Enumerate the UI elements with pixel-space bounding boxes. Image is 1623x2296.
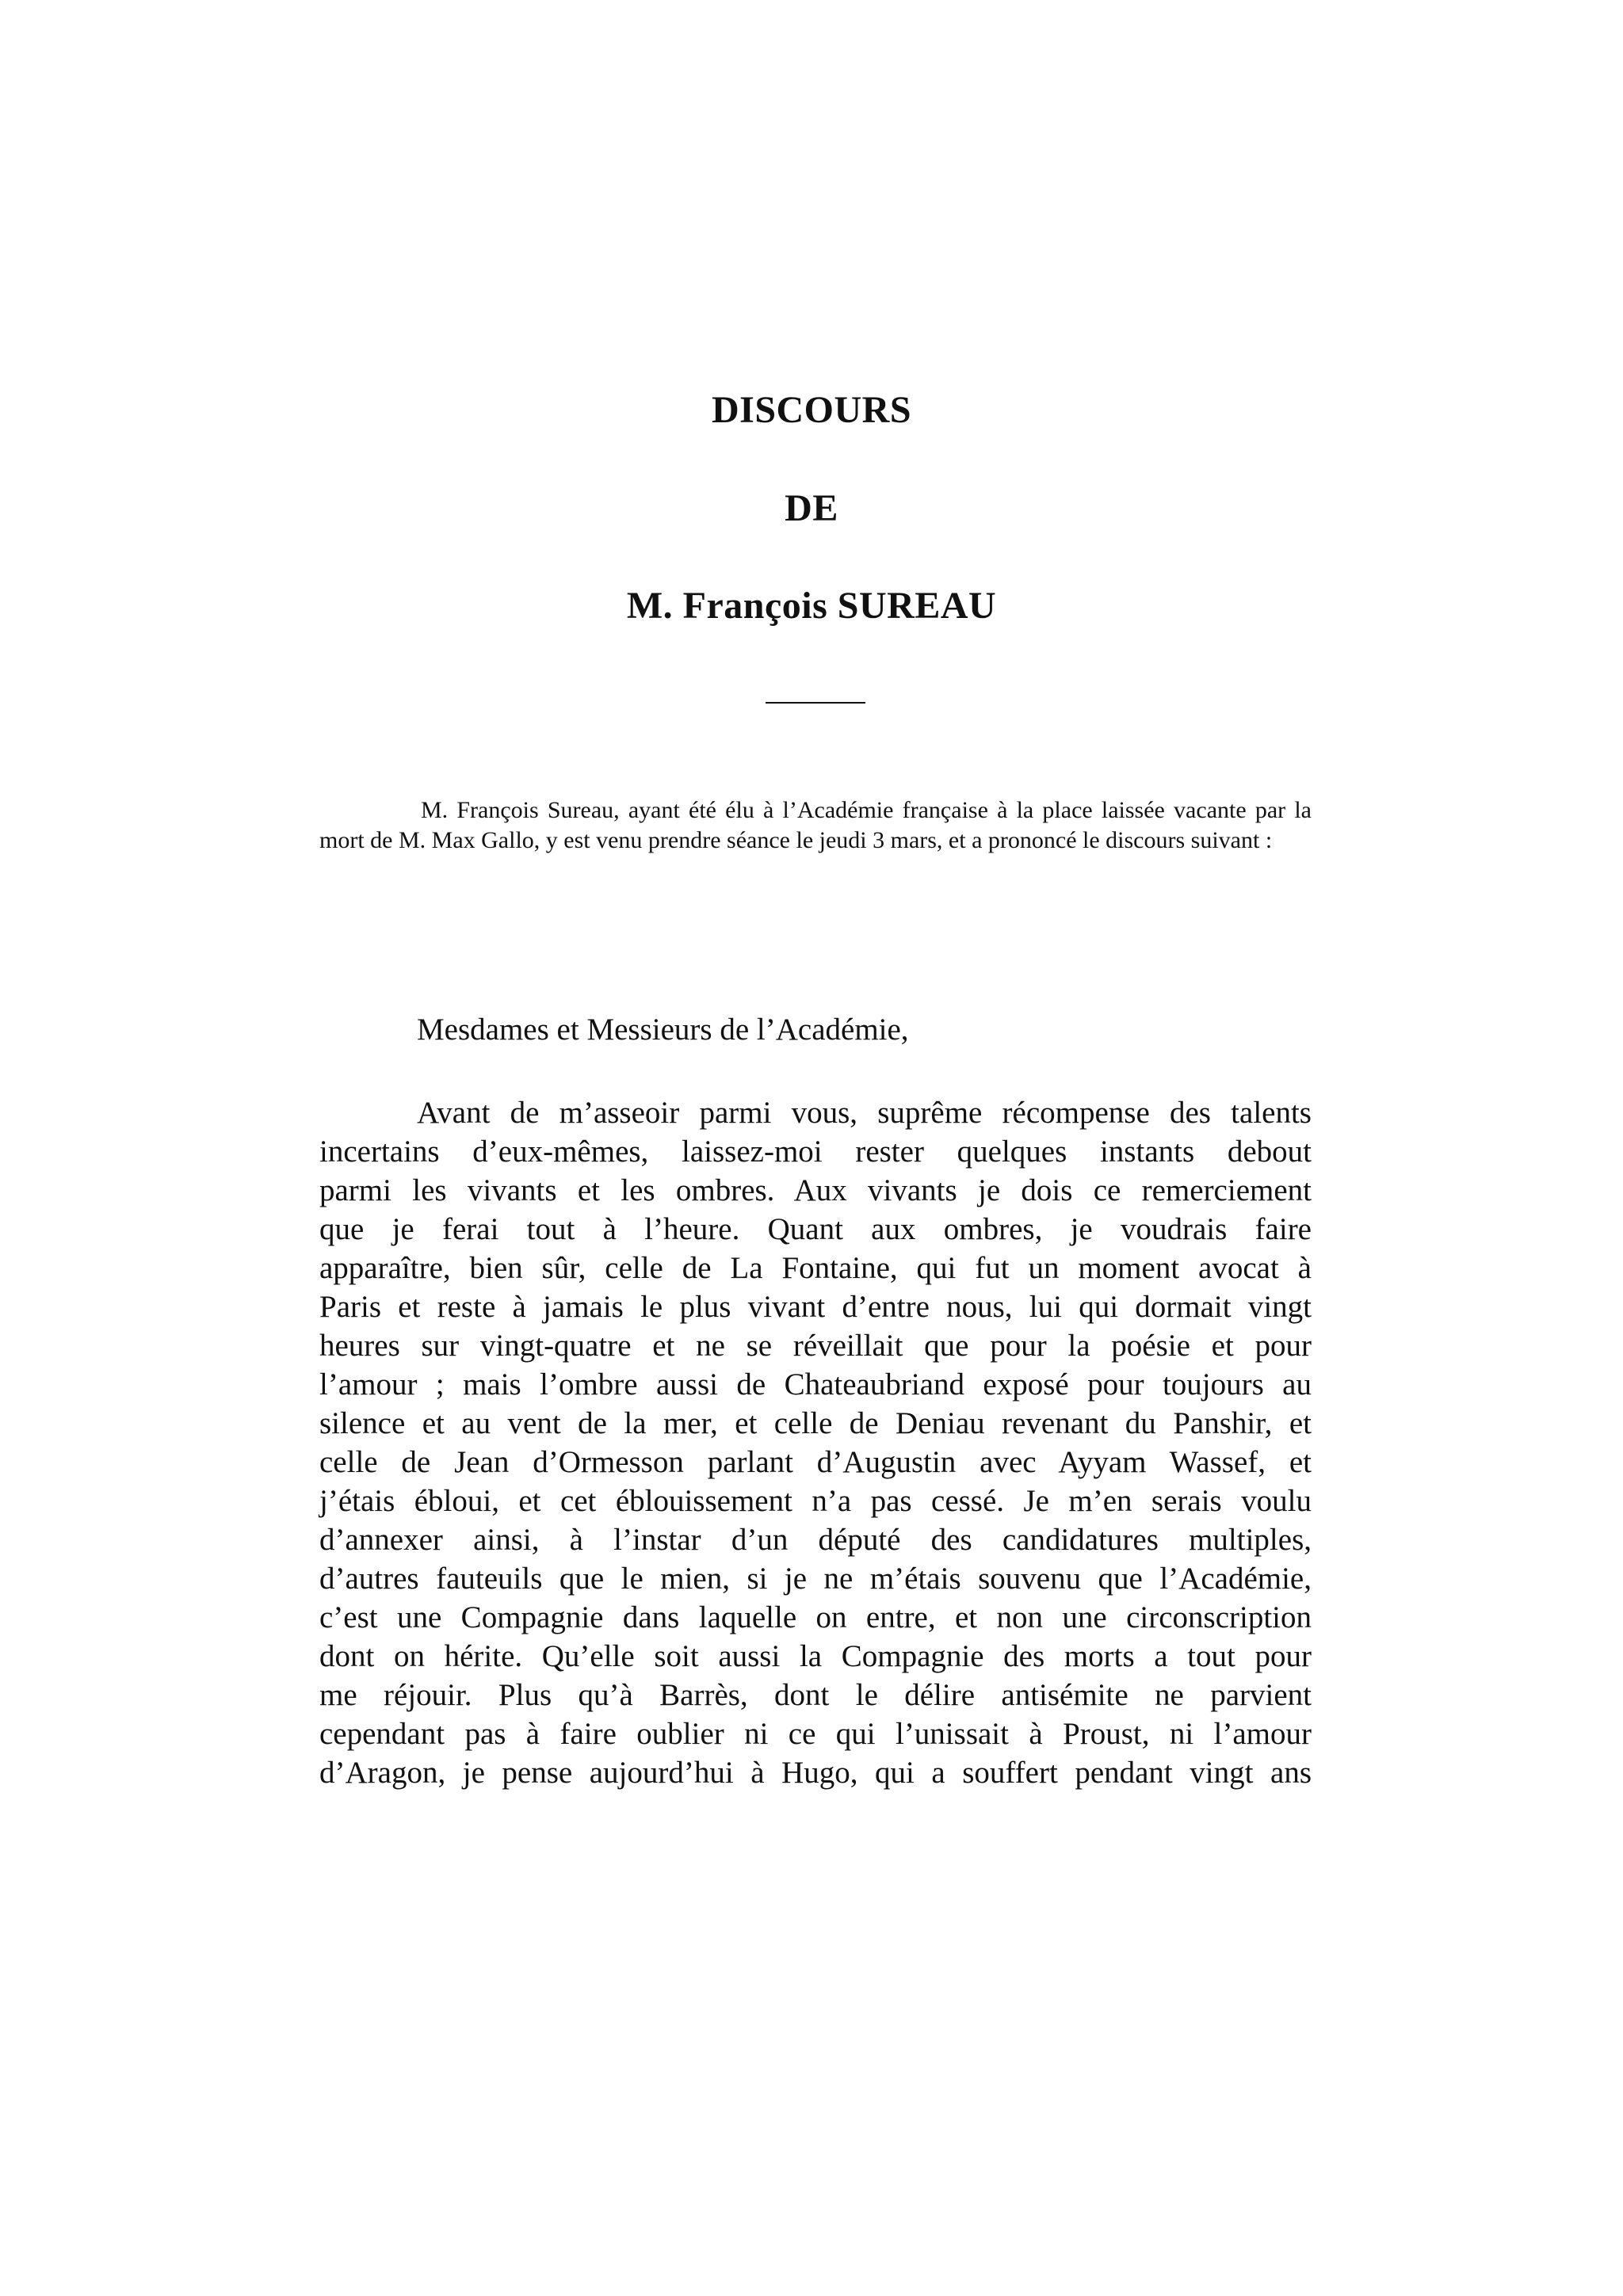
speech-line: c’est une Compagnie dans laquelle on entre, et non une circonscription xyxy=(319,1600,1312,1634)
intro-paragraph: M. François Sureau, ayant été élu à l’Académie française à la place laissée vacante par la mort de M. Max Gallo, y est venu prendre séance le jeudi 3 mars, et a prononcé le discours suivant : xyxy=(319,797,1312,853)
speech-line: Paris et reste à jamais le plus vivant d’entre nous, lui qui dormait vingt xyxy=(319,1290,1312,1324)
speech-line: l’amour ; mais l’ombre aussi de Chateaubriand exposé pour toujours au xyxy=(319,1367,1312,1402)
title-author-name: M. François SUREAU xyxy=(626,585,997,627)
speech-line: dont on hérite. Qu’elle soit aussi la Compagnie des morts a tout pour xyxy=(319,1639,1312,1673)
speech-line: silence et au vent de la mer, et celle de Deniau revenant du Panshir, et xyxy=(319,1406,1312,1440)
title-divider xyxy=(766,702,865,704)
title-discours: DISCOURS xyxy=(711,389,912,431)
speech-line: d’autres fauteuils que le mien, si je ne m’étais souvenu que l’Académie, xyxy=(319,1562,1312,1596)
speech-line: que je ferai tout à l’heure. Quant aux ombres, je voudrais faire xyxy=(319,1212,1312,1246)
speech-line: heures sur vingt-quatre et ne se réveillait que pour la poésie et pour xyxy=(319,1329,1312,1363)
speech-line: d’annexer ainsi, à l’instar d’un député des candidatures multiples, xyxy=(319,1523,1312,1557)
speech-paragraph xyxy=(319,1093,1312,1792)
speech-line: incertains d’eux-mêmes, laissez-moi rester quelques instants debout xyxy=(319,1135,1312,1169)
speech-line: cependant pas à faire oublier ni ce qui l’unissait à Proust, ni l’amour xyxy=(319,1717,1312,1751)
speech-line: Avant de m’asseoir parmi vous, suprême récompense des talents xyxy=(417,1096,1312,1130)
speech-line: parmi les vivants et les ombres. Aux vivants je dois ce remerciement xyxy=(319,1173,1312,1207)
speech-line: apparaître, bien sûr, celle de La Fontaine, qui fut un moment avocat à xyxy=(319,1251,1312,1285)
speech-line: j’étais ébloui, et cet éblouissement n’a pas cessé. Je m’en serais voulu xyxy=(319,1484,1312,1518)
speech-line: me réjouir. Plus qu’à Barrès, dont le délire antisémite ne parvient xyxy=(319,1678,1312,1712)
speech-salutation: Mesdames et Messieurs de l’Académie, xyxy=(417,1013,909,1047)
speech-line: d’Aragon, je pense aujourd’hui à Hugo, qui a souffert pendant vingt ans xyxy=(319,1756,1312,1790)
title-de: DE xyxy=(785,487,838,529)
speech-line: celle de Jean d’Ormesson parlant d’Augustin avec Ayyam Wassef, et xyxy=(319,1445,1312,1479)
